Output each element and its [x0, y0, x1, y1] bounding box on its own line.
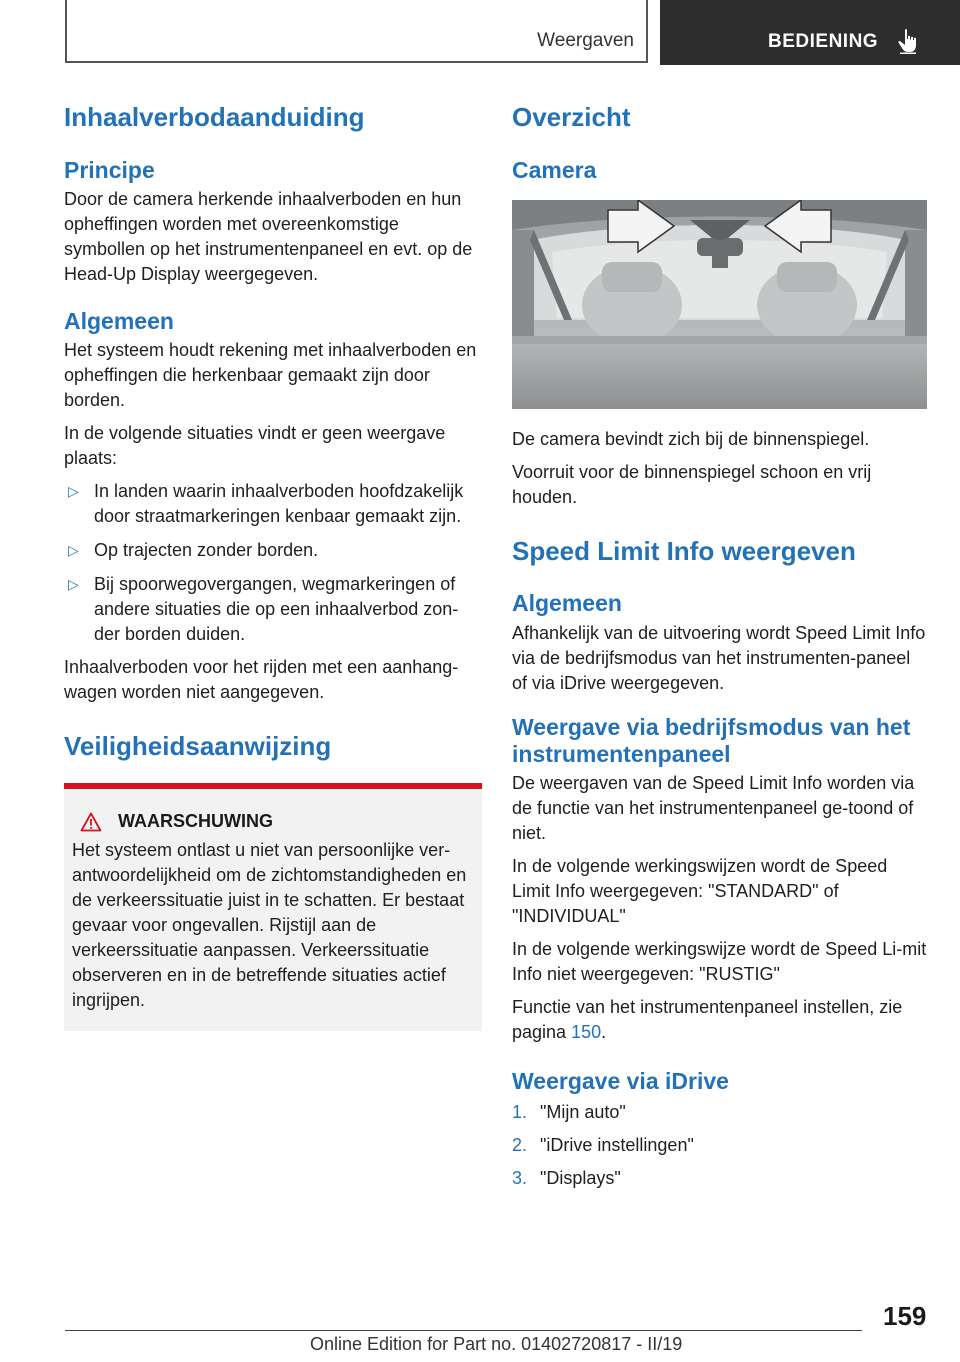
warning-text: Het systeem ontlast u niet van persoonlijke ver-antwoordelijkheid om de zichtomstandigheden en de verkeerssituatie juist in te schatten. Er bestaat gevaar voor ongevallen. Rijstijl aan de verkeerssituatie aanpassen. Verkeerssituatie observeren en in de betreffende situaties actief ingrijpen.	[72, 840, 467, 1010]
chapter-tab[interactable]	[660, 0, 960, 65]
heading-principe: Principe	[64, 157, 155, 183]
heading-camera: Camera	[512, 157, 597, 183]
section-title-veiligheid: Veiligheidsaanwijzing	[64, 731, 332, 761]
steps-list	[512, 1100, 930, 1191]
header-section-title: Weergaven	[537, 30, 634, 51]
list-item: ▷ In landen waarin inhaalverboden hoofdzakelijk door straatmarkeringen kenbaar gemaakt zijn.	[68, 481, 464, 526]
chapter-title: BEDIENING	[768, 31, 879, 52]
heading-algemeen-speed: Algemeen	[512, 590, 622, 616]
list-item: 1. "Mijn auto"	[512, 1102, 626, 1122]
algemeen-text: Het systeem houdt rekening met inhaalverboden en opheffingen die herkenbaar gemaakt zijn door borden.	[64, 340, 477, 410]
hand-pointer-icon	[896, 28, 920, 54]
footer-edition: Online Edition for Part no. 01402720817 - II/19	[310, 1334, 683, 1354]
bedrijfsmodus-text-2: In de volgende werkingswijzen wordt de Speed Limit Info weergegeven: "STANDARD" of "INDIVIDUAL"	[512, 856, 888, 926]
heading-idrive: Weergave via iDrive	[512, 1068, 729, 1094]
footer-divider	[65, 1330, 862, 1331]
bedrijfsmodus-text-3: In de volgende werkingswijze wordt de Speed Li-mit Info niet weergegeven: "RUSTIG"	[512, 939, 927, 984]
situaties-intro: In de volgende situaties vindt er geen weergave plaats:	[64, 423, 446, 468]
left-column	[64, 100, 482, 1031]
bedrijfsmodus-text-1: De weergaven van de Speed Limit Info worden via de functie van het instrumentenpaneel ge-toond of niet.	[512, 773, 915, 843]
header-box	[65, 0, 648, 63]
aanhangwagen-text: Inhaalverboden voor het rijden met een aanhang-wagen worden niet aangegeven.	[64, 657, 459, 702]
heading-algemeen: Algemeen	[64, 308, 174, 334]
functie-text: Functie van het instrumentenpaneel instellen, zie pagina 150.	[512, 997, 903, 1042]
list-item: ▷ Op trajecten zonder borden.	[68, 540, 319, 560]
section-title-inhaalverbod: Inhaalverbodaanduiding	[64, 102, 365, 132]
principe-text: Door de camera herkende inhaalverboden en hun opheffingen worden met overeenkomstige symbollen op het instrumentenpaneel en evt. op de Head-Up Display weergegeven.	[64, 189, 473, 284]
section-title-overzicht: Overzicht	[512, 102, 631, 132]
page-number: 159	[883, 1301, 927, 1331]
warning-box	[64, 783, 482, 1031]
list-item: ▷ Bij spoorwegovergangen, wegmarkeringen of andere situaties die op een inhaalverbod zon-der borden duiden.	[68, 574, 459, 644]
speed-algemeen-text: Afhankelijk van de uitvoering wordt Speed Limit Info via de bedrijfsmodus van het instrumenten-paneel of via iDrive weergegeven.	[512, 623, 926, 693]
bullet-list	[64, 479, 482, 647]
section-title-speed-limit: Speed Limit Info weergeven	[512, 536, 856, 566]
warning-triangle-icon	[80, 812, 102, 832]
camera-text-2: Voorruit voor de binnenspiegel schoon en vrij houden.	[512, 462, 872, 507]
warning-title: WAARSCHUWING	[118, 811, 273, 831]
list-item: 2. "iDrive instellingen"	[512, 1135, 694, 1155]
car-interior-camera-photo	[512, 200, 927, 409]
heading-bedrijfsmodus: Weergave via bedrijfsmodus van het instrumentenpaneel	[512, 714, 911, 767]
camera-text-1: De camera bevindt zich bij de binnenspiegel.	[512, 429, 870, 449]
right-column	[512, 100, 930, 1191]
page-link-150[interactable]: 150	[571, 1022, 602, 1042]
list-item: 3. "Displays"	[512, 1168, 621, 1188]
